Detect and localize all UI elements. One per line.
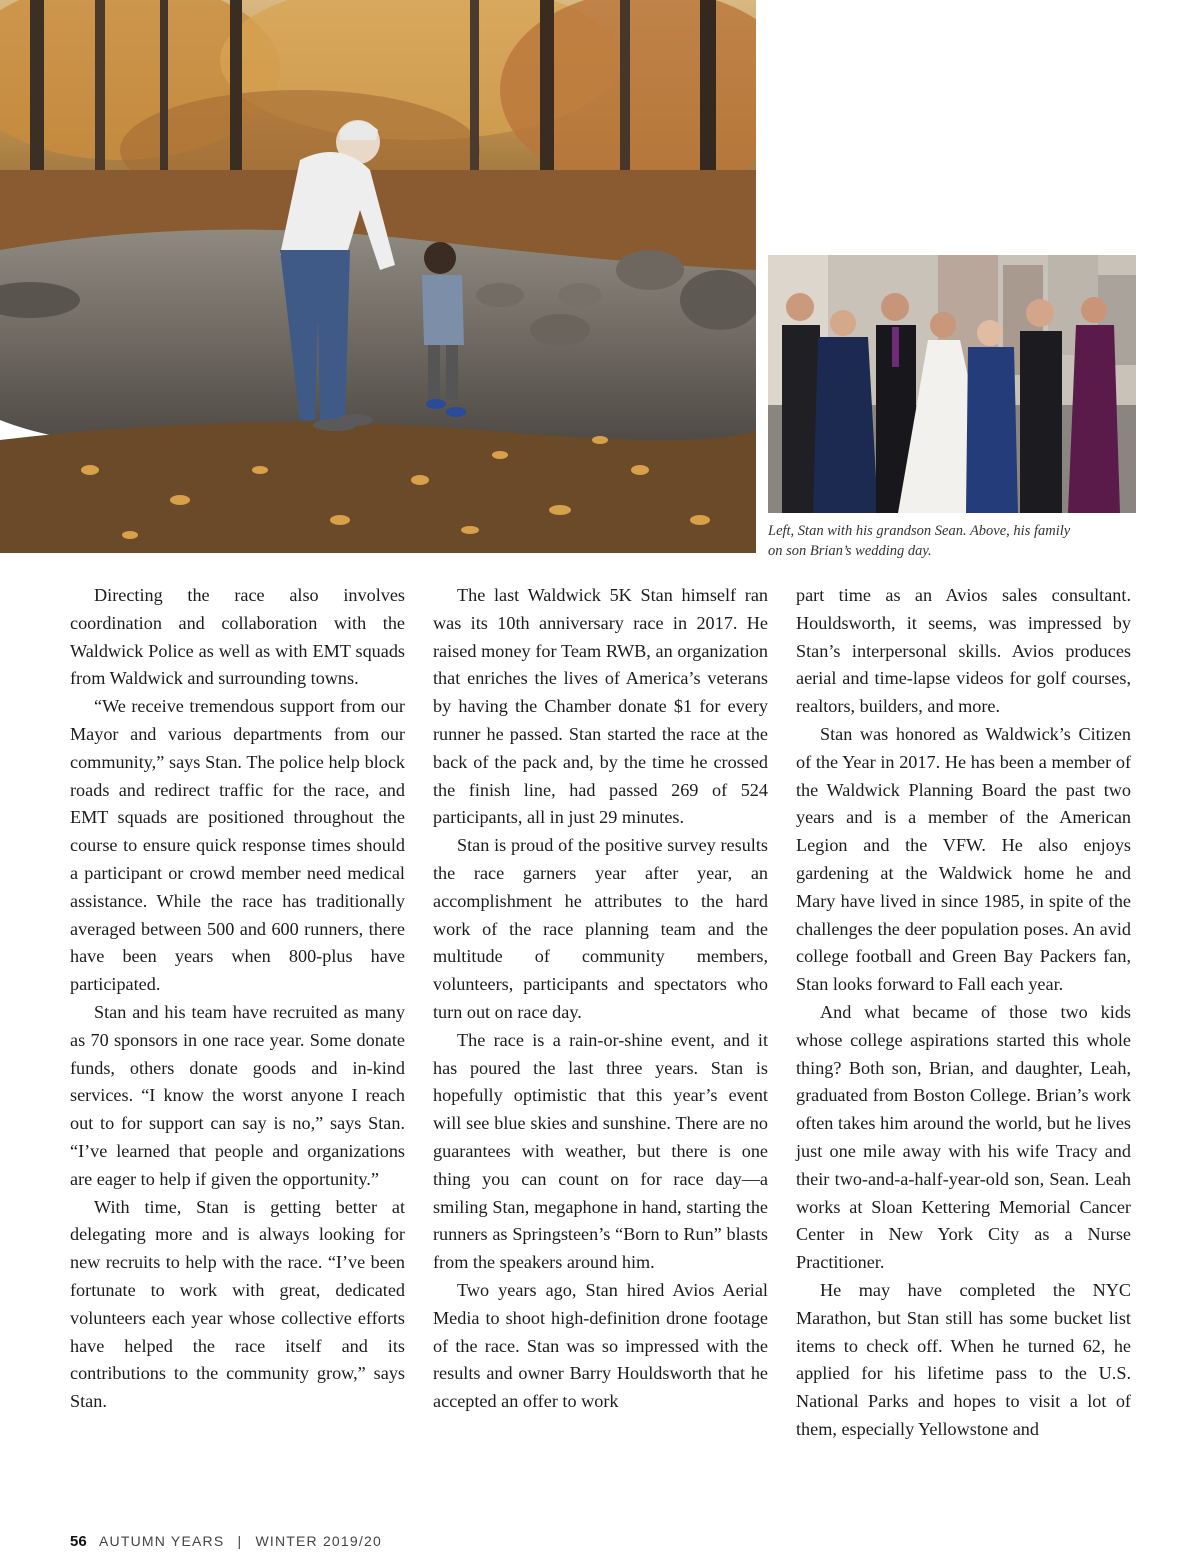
- paragraph: Stan was honored as Waldwick’s Citizen of the Year in 2017. He has been a member of the Waldwick Planning Board the past two years and is a member of the American Legion and the VFW. He also enjoys gardening at the Waldwick home he and Mary have lived in since 1985, in spite of the challenges the deer population poses. An avid college football and Green Bay Packers fan, Stan looks forward to Fall each year.: [796, 723, 1131, 995]
- publication-name: AUTUMN YEARS: [99, 1533, 225, 1549]
- paragraph: Stan and his team have recruited as many as 70 sponsors in one race year. Some donate funds, others donate goods and in-kind services. “I know the worst anyone I reach out to for support can say is no,” says Stan. “I’ve learned that people and organizations are eager to help if given the opportunity.”: [70, 1001, 405, 1189]
- photo-caption: [768, 521, 1140, 561]
- paragraph-continued: part time as an Avios sales consultant. Houldsworth, it seems, was impressed by Stan’s interpersonal skills. Avios produces aerial and time-lapse videos for golf courses, realtors, builders, and more.: [796, 585, 1131, 717]
- issue-date: WINTER 2019/20: [255, 1533, 382, 1549]
- photo-stan-and-grandson: [0, 0, 756, 553]
- article-column-3: [796, 582, 1131, 1444]
- paragraph: Stan is proud of the positive survey results the race garners year after year, an accomplishment he attributes to the hard work of the race planning team and the multitude of community members, volunteers, participants and spectators who turn out on race day.: [433, 835, 768, 1022]
- paragraph: And what became of those two kids whose college aspirations started this whole thing? Both son, Brian, and daughter, Leah, graduated from Boston College. Brian’s work often takes him around the world, but he lives just one mile away with his wife Tracy and their two-and-a-half-year-old son, Sean. Leah works at Sloan Kettering Memorial Cancer Center in New York City as a Nurse Practitioner.: [796, 1001, 1131, 1273]
- article-column-1: [70, 582, 405, 1416]
- page-number: 56: [70, 1533, 87, 1550]
- page-footer: [70, 1533, 382, 1550]
- paragraph: “We receive tremendous support from our Mayor and various departments from our community,” says Stan. The police help block roads and redirect traffic for the race, and EMT squads are positioned throughout the course to ensure quick response times should a participant or crowd member need medical assistance. While the race has traditionally averaged between 500 and 600 runners, there have been years when 800-plus have participated.: [70, 696, 405, 995]
- paragraph: Directing the race also involves coordination and collaboration with the Waldwick Police as well as with EMT squads from Waldwick and surrounding towns.: [70, 585, 405, 689]
- paragraph: The last Waldwick 5K Stan himself ran was its 10th anniversary race in 2017. He raised money for Team RWB, an organization that enriches the lives of America’s veterans by having the Chamber donate $1 for every runner he passed. Stan started the race at the back of the pack and, by the time he crossed the finish line, had passed 269 of 524 participants, all in just 29 minutes.: [433, 585, 768, 828]
- paragraph: The race is a rain-or-shine event, and it has poured the last three years. Stan is hopefully optimistic that this year’s event will see blue skies and sunshine. There are no guarantees with weather, but there is one thing you can count on for race day—a smiling Stan, megaphone in hand, starting the runners as Springsteen’s “Born to Run” blasts from the speakers around him.: [433, 1029, 768, 1273]
- footer-separator: |: [237, 1533, 243, 1549]
- photo-family-wedding: [768, 255, 1136, 513]
- paragraph: With time, Stan is getting better at delegating more and is always looking for new recruits to help with the race. “I’ve been fortunate to work with great, dedicated volunteers each year whose collective efforts have helped the race itself and its contributions to the community grow,” says Stan.: [70, 1196, 405, 1412]
- paragraph: Two years ago, Stan hired Avios Aerial Media to shoot high-definition drone footage of the race. Stan was so impressed with the results and owner Barry Houldsworth that he accepted an offer to work: [433, 1279, 768, 1412]
- caption-line-1: Left, Stan with his grandson Sean. Above, his family: [768, 523, 1071, 539]
- article-column-2: [433, 582, 768, 1416]
- caption-line-2: on son Brian’s wedding day.: [768, 543, 932, 559]
- paragraph: He may have completed the NYC Marathon, but Stan still has some bucket list items to check off. When he turned 62, he applied for his lifetime pass to the U.S. National Parks and hopes to visit a lot of them, especially Yellowstone and: [796, 1279, 1131, 1439]
